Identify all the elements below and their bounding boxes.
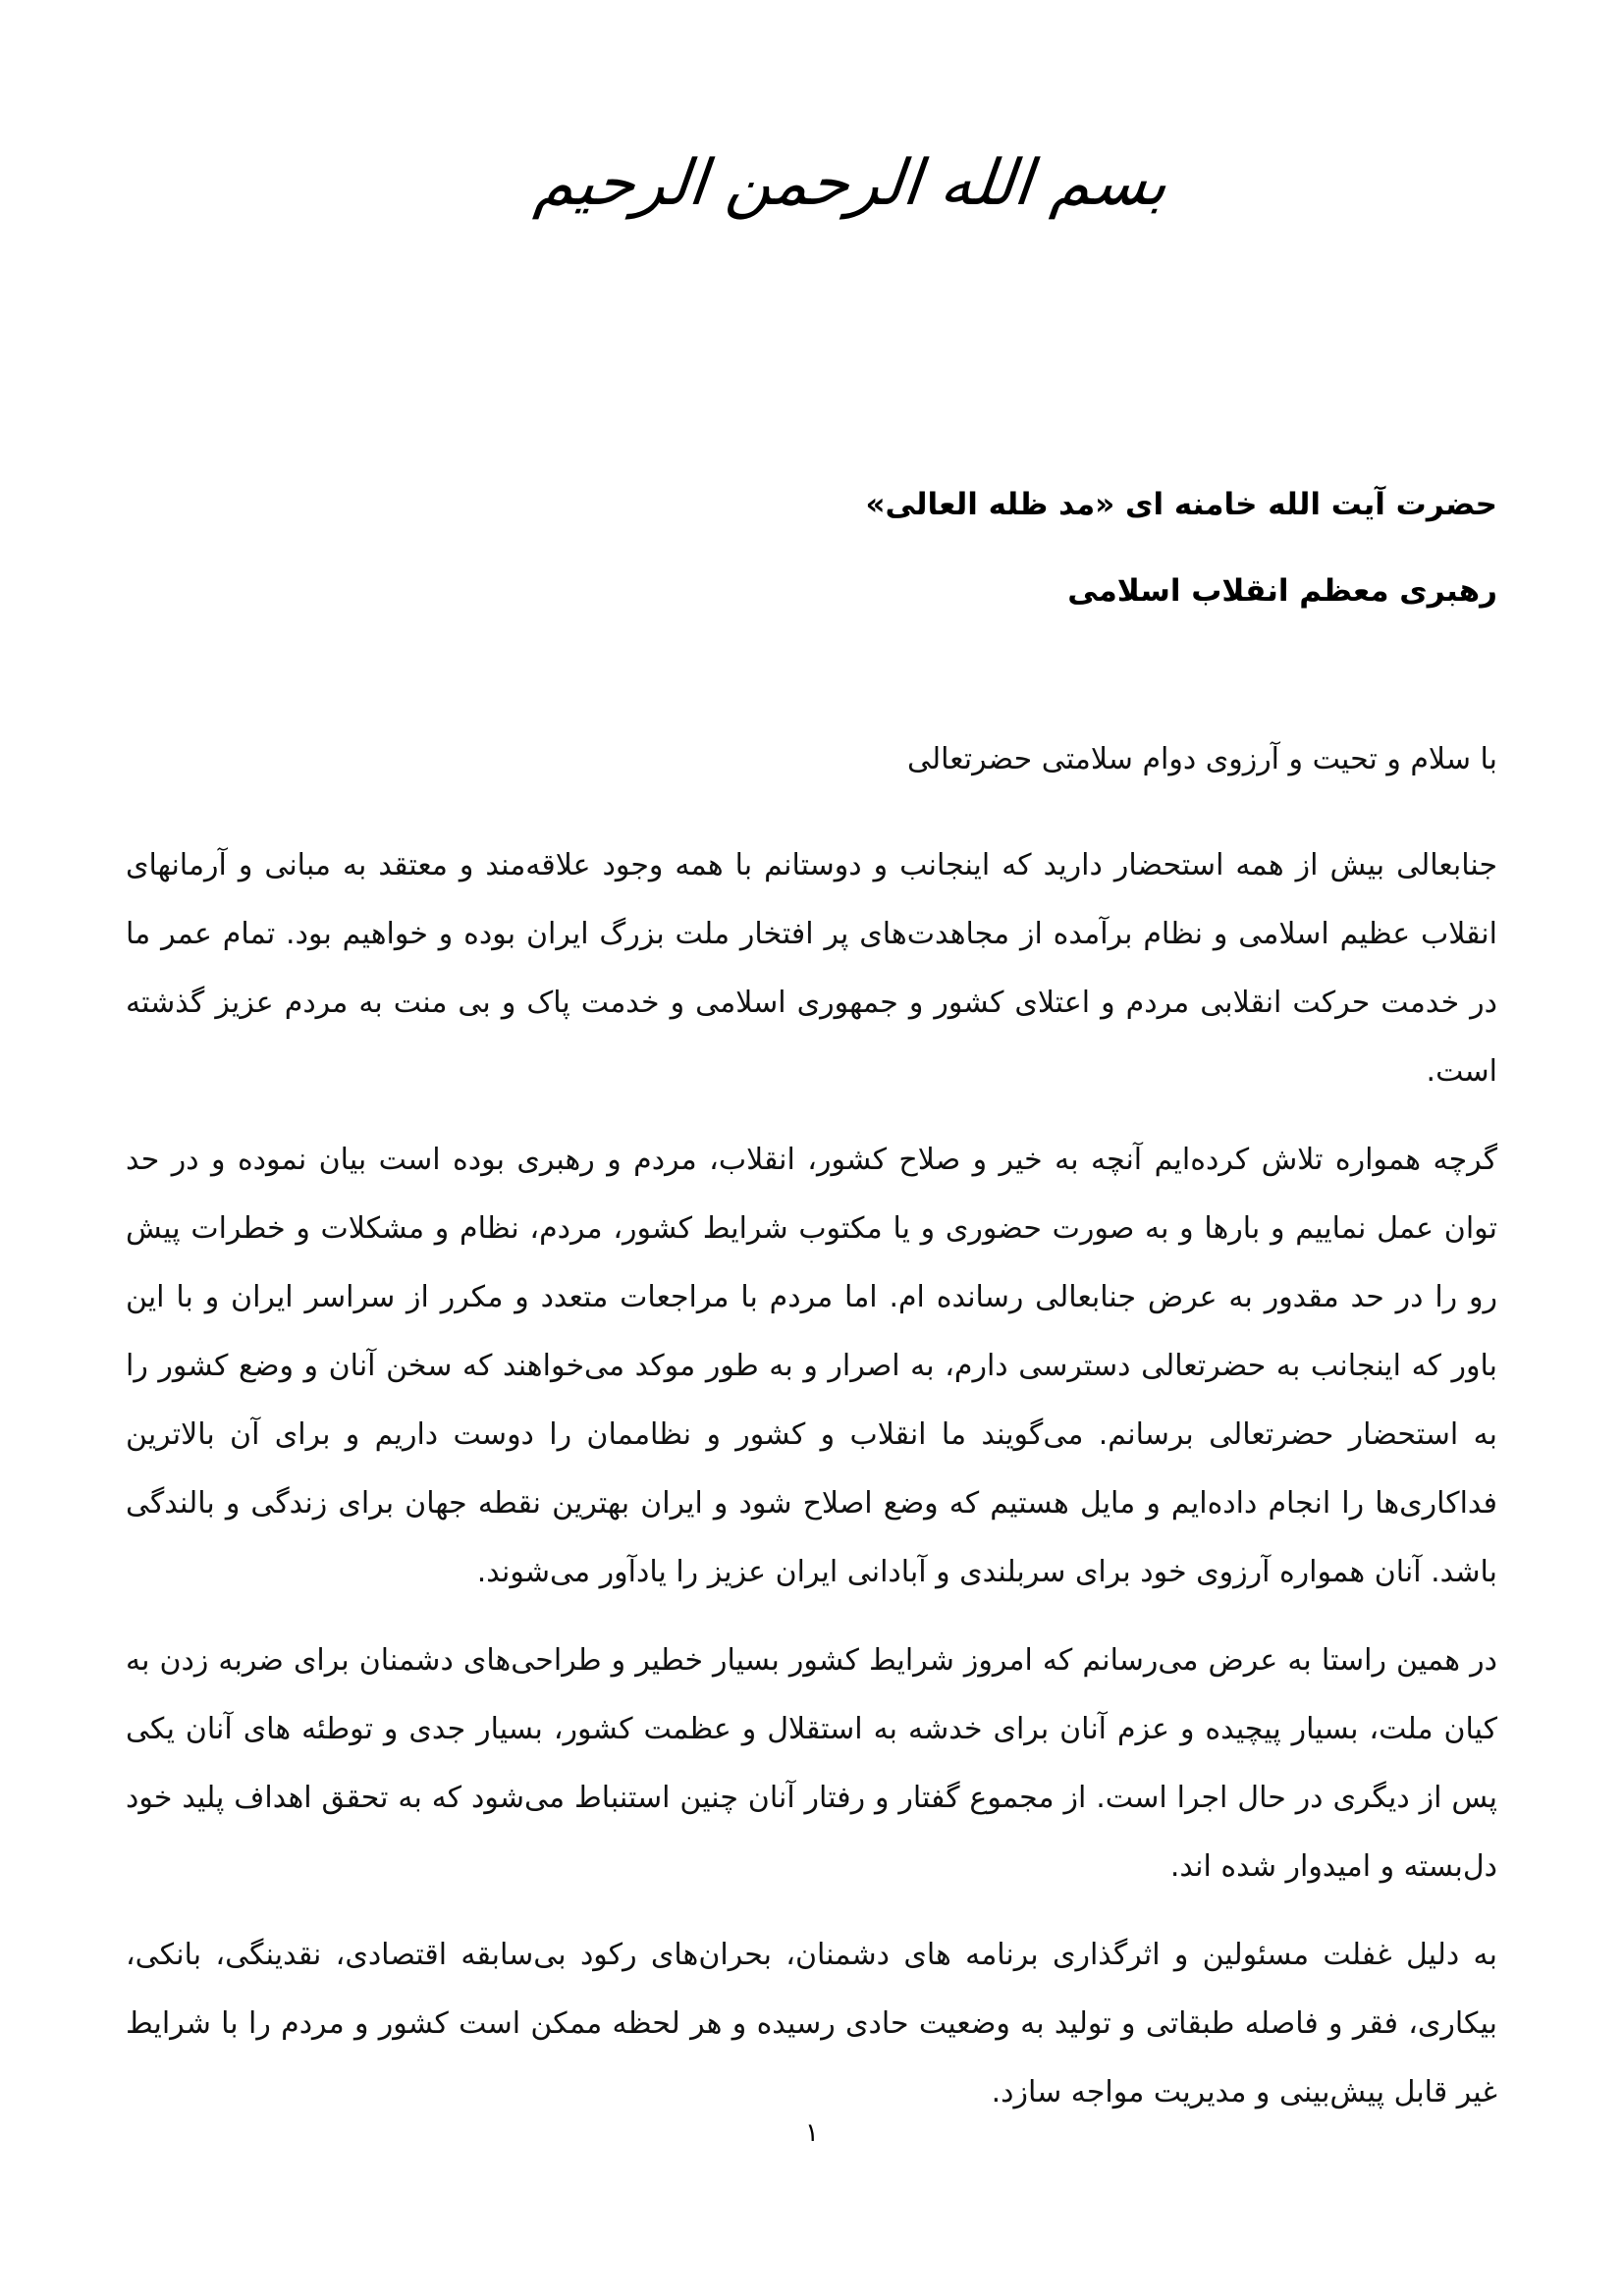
addressee-block [127,485,1497,658]
addressee-title: رهبری معظم انقلاب اسلامی [1067,573,1497,609]
page-number: ۱ [805,2118,819,2148]
salutation-line: با سلام و تحیت و آرزوی دوام سلامتی حضرتعالی [906,742,1497,776]
body-paragraph: جنابعالی بیش از همه استحضار دارید که اینجانب و دوستانم با همه وجود علاقه‌مند و معتقد به مبانی و آرمانهای انقلاب عظیم اسلامی و نظام برآمده از مجاهدت‌های پر افتخار ملت بزرگ ایران بوده و خواهیم بود. تمام عمر ما در خدمت حرکت انقلابی مردم و اعتلای کشور و جمهوری اسلامی و خدمت پاک و بی منت به مردم عزیز گذشته است. [126,848,1497,1089]
body-paragraph: گرچه همواره تلاش کرده‌ایم آنچه به خیر و صلاح کشور، انقلاب، مردم و رهبری بوده است بیان نموده و در حد توان عمل نماییم و بارها و به صورت حضوری و یا مکتوب شرایط کشور، مردم، نظام و مشکلات و خطرات پیش رو را در حد مقدور به عرض جنابعالی رسانده ام. اما مردم با مراجعات متعدد و مکرر از سراسر ایران و با این باور که اینجانب به حضرتعالی دسترسی دارم، به اصرار و به طور موکد می‌خواهند که سخن آنان و وضع کشور را به استحضار حضرتعالی برسانم. می‌گویند ما انقلاب و کشور و نظاممان را دوست داریم و برای آن بالاترین فداکاری‌ها را انجام داده‌ایم و مایل هستیم که وضع اصلاح شود و ایران بهترین نقطه جهان برای زندگی و بالندگی باشد. آنان همواره آرزوی خود برای سربلندی و آبادانی ایران عزیز را یادآور می‌شوند. [126,1143,1497,1589]
addressee-name: حضرت آیت الله خامنه ای «مد ظله العالی» [865,487,1497,522]
body-paragraph: در همین راستا به عرض می‌رسانم که امروز شرایط کشور بسیار خطیر و طراحی‌های دشمنان برای ضربه زدن به کیان ملت، بسیار پیچیده و عزم آنان برای خدشه به استقلال و عظمت کشور، بسیار جدی و توطئه های آنان یکی پس از دیگری در حال اجرا است. از مجموع گفتار و رفتار آنان چنین استنباط می‌شود که به تحقق اهداف پلید خود دل‌بسته و امیدوار شده اند. [126,1643,1497,1884]
body-paragraph: به دلیل غفلت مسئولین و اثرگذاری برنامه های دشمنان، بحران‌های رکود بی‌سابقه اقتصادی، نقدینگی، بانکی، بیکاری، فقر و فاصله طبقاتی و تولید به وضعیت حادی رسیده و هر لحظه ممکن است کشور و مردم را با شرایط غیر قابل پیش‌بینی و مدیریت مواجه سازد. [126,1938,1497,2109]
letter-body [126,831,1497,2147]
bismillah-calligraphy: بسم الله الرحمن الرحیم [531,147,1171,220]
